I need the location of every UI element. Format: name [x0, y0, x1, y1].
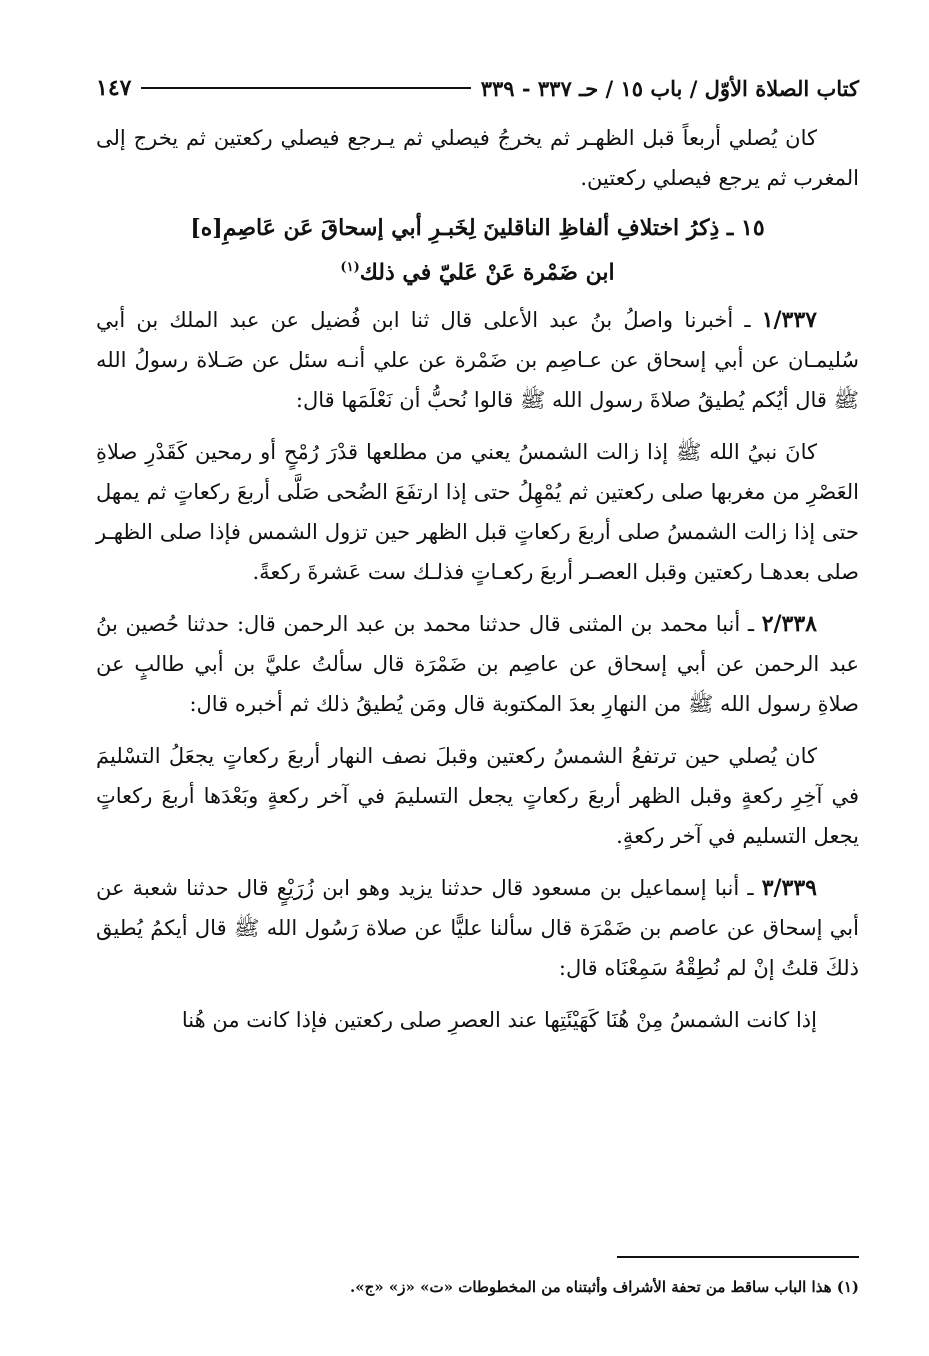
hadith-338-text: ـ أنبا محمد بن المثنى قال حدثنا محمد بن عبد الرحمن قال: حدثنا حُصين بنُ عبد الرحمن عن أبي إسحاق عن عاصِم بن ضَمْرَة قال سألتُ عليَّ بن أبي طالبٍ عن صلاةِ رسول الله ﷺ من النهارِ بعدَ المكتوبة قال ومَن يُطيقُ ذلك ثم أخبره قال: — [96, 612, 859, 717]
hadith-338-isnad — [96, 604, 859, 724]
heading-line-2 — [96, 248, 859, 292]
heading-line-2-text: ابن ضَمْرة عَنْ عَليّ في ذلك — [359, 259, 615, 286]
hadith-339-isnad — [96, 868, 859, 988]
hadith-338-matn: كان يُصلي حين ترتفعُ الشمسُ ركعتين وقبلَ نصف النهار أربعَ ركعاتٍ يجعَلُ التسْليمَ في آخِرِ ركعةٍ وقبل الظهر أربعَ ركعاتٍ يجعل التسليمَ في آخر ركعةٍ وبَعْدَها أربعَ ركعاتٍ يجعل التسليم في آخر ركعةٍ. — [96, 744, 859, 849]
page-header — [96, 70, 859, 106]
hadith-339-text: ـ أنبا إسماعيل بن مسعود قال حدثنا يزيد وهو ابن زُرَيْعٍ قال حدثنا شعبة عن أبي إسحاق عن عاصم بن ضَمْرَة قال سألنا عليًّا عن صلاة رَسُول الله ﷺ قال أيكمُ يُطيق ذلكَ قلتُ إنْ لم نُطِقْهُ سَمِعْنَاه قال: — [96, 876, 859, 981]
hadith-number-338: ٢/٣٣٨ — [761, 611, 817, 638]
footnote-rule — [617, 1256, 859, 1258]
page-body — [96, 118, 859, 1040]
heading-line-1: ١٥ ـ ذِكرُ اختلافِ ألفاظِ الناقلينَ لِخَبـرِ أبي إسحاقَ عَن عَاصِمِ[ه] — [190, 215, 765, 241]
page-number: ١٤٧ — [96, 75, 132, 101]
hadith-337-isnad — [96, 300, 859, 420]
hadith-number-337: ١/٣٣٧ — [761, 307, 817, 334]
hadith-number-339: ٣/٣٣٩ — [761, 875, 817, 902]
hadith-339-matn: إذا كانت الشمسُ مِنْ هُنَا كَهَيْئَتِها عند العصرِ صلى ركعتين فإذا كانت من هُنا — [181, 1008, 817, 1033]
running-title: كتاب الصلاة الأوّل / باب ١٥ / حـ ٣٣٧ - ٣٣٩ — [480, 75, 859, 101]
header-rule — [141, 87, 470, 89]
chapter-heading — [96, 208, 859, 292]
hadith-337-matn: كانَ نبيُ الله ﷺ إذا زالت الشمسُ يعني من مطلعها قدْرَ رُمْحٍ أو رمحين كَقَدْرِ صلاةِ العَصْرِ من مغربها صلى ركعتين ثم يُمْهِلُ حتى إذا ارتفَعَ الضُحى صَلَّى أربعَ ركعاتٍ ثم يمهل حتى إذا زالت الشمسُ صلى أربعَ ركعاتٍ قبل الظهر حين تزول الشمس فإذا صلى الظهـر صلى بعدهـا ركعتين وقبل العصـر أربعَ ركعـاتٍ فذلـك ست عَشرةَ ركعةً. — [96, 440, 859, 585]
footnote-marker: (١) — [340, 260, 360, 275]
paragraph-continuation: كان يُصلي أربعاً قبل الظهـر ثم يخرجُ فيصلي ثم يـرجع فيصلي ركعتين ثم يخرج إلى المغرب ثم يرجع فيصلي ركعتين. — [96, 126, 859, 190]
hadith-337-text: ـ أخبرنا واصلُ بنُ عبد الأعلى قال ثنا ابن فُضيل عن عبد الملك بن أبي سُليمـان عن أبي إسحاق عن عـاصِم بن ضَمْرة عن علي أنـه سئل عن صَـلاة رسولُ الله ﷺ قال أيُكم يُطيقُ صلاةَ رسول الله ﷺ قالوا نُحبُّ أن نَعْلَمَها قال: — [96, 308, 859, 413]
footnote: (١) هذا الباب ساقط من تحفة الأشراف وأثبتناه من المخطوطات «ت» «ز» «ج». — [350, 1278, 859, 1296]
